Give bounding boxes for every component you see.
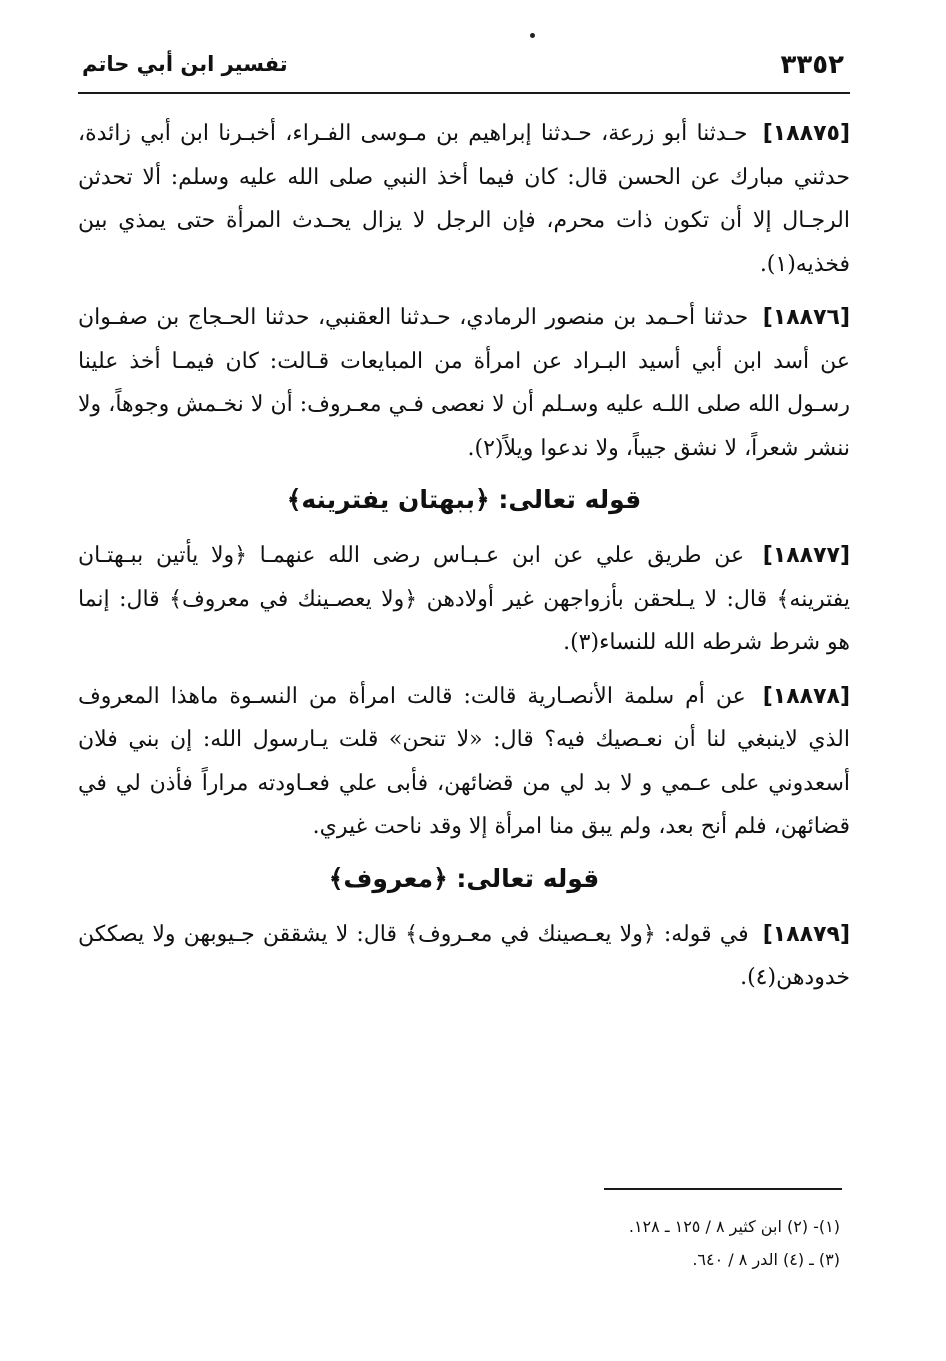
book-title: تفسير ابن أبي حاتم: [82, 52, 288, 76]
hadith-number: [١٨٨٧٥]: [762, 121, 850, 146]
footnotes: [78, 1210, 840, 1276]
paragraph-18875: [78, 112, 850, 286]
main-text: [78, 112, 850, 1010]
paragraph-text: في قوله: ﴿ولا يعـصينك في معـروف﴾ قال: لا يشققن جـيوبهن ولا يصككن خدودهن(٤).: [78, 921, 850, 990]
paragraph-18878: [78, 675, 850, 849]
footnote-divider: [604, 1188, 842, 1190]
footnote-1-2: (١)- (٢) ابن كثير ٨ / ١٢٥ ـ ١٢٨.: [628, 1217, 840, 1236]
paragraph-text: عن أم سلمة الأنصـارية قالت: قالت امرأة من النسـوة ماهذا المعروف الذي لاينبغي لنا أن نعـصيك فيه؟ قال: «لا تنحن» قلت يـارسول الله: إن بني فلان أسعدوني على عـمي و لا بد لي من قضائهن، فأبى علي فعـاودته مراراً فأذن لي في قضائهن، فلم أنح بعد، ولم يبق منا امرأة إلا وقد ناحت غيري.: [78, 683, 850, 839]
page-number: ٣٣٥٢: [780, 50, 844, 80]
paragraph-18879: [78, 913, 850, 1000]
section-heading-1: قوله تعالى: ﴿ببهتان يفترينه﴾: [286, 485, 642, 514]
hadith-number: [١٨٨٧٦]: [762, 305, 851, 330]
section-heading-2: قوله تعالى: ﴿معروف﴾: [328, 863, 600, 893]
page-header: [78, 46, 850, 94]
footnote-3-4: (٣) ـ (٤) الدر ٨ / ٦٤٠.: [692, 1250, 840, 1269]
hadith-number: [١٨٨٧٨]: [762, 683, 850, 709]
paragraph-18876: [78, 296, 850, 470]
paragraph-text: عن طريق علي عن ابن عـبـاس رضى الله عنهمـا ﴿ولا يأتين ببـهتـان يفترينه﴾ قال: لا يـلحقن بأزواجهن غير أولادهن ﴿ولا يعصـينك في معروف﴾ قال: إنما هو شرط شرطه الله للنساء(٣).: [78, 543, 850, 655]
paragraph-text: حدثنا أحـمد بن منصور الرمادي، حـدثنا العقنبي، حدثنا الحـجاج بن صفـوان عن أسد ابن أبي أسيد البـراد عن امرأة من المبايعات قـالت: كان فيمـا أخذ علينا رسـول الله صلى اللـه عليه وسـلم أن لا نعصى فـي معـروف: أن لا نخـمش وجوهاً، ولا ننشر شعراً، لا نشق جيباً، ولا ندعوا ويلاً(٢).: [78, 305, 850, 461]
paragraph-18877: [78, 534, 850, 665]
paragraph-text: حـدثنا أبو زرعة، حـدثنا إبراهيم بن مـوسى الفـراء، أخبـرنا ابن أبي زائدة، حدثني مبارك عن الحسن قال: كان فيما أخذ النبي صلى الله عليه وسلم: ألا تحدثن الرجـال إلا أن تكون ذات محرم، فإن الرجل لا يزال يحـدث المرأة حتى يمذي بين فخذيه(١).: [78, 121, 850, 277]
hadith-number: [١٨٨٧٩]: [762, 921, 850, 947]
page-dot-mark: [530, 33, 535, 38]
hadith-number: [١٨٨٧٧]: [762, 543, 851, 568]
